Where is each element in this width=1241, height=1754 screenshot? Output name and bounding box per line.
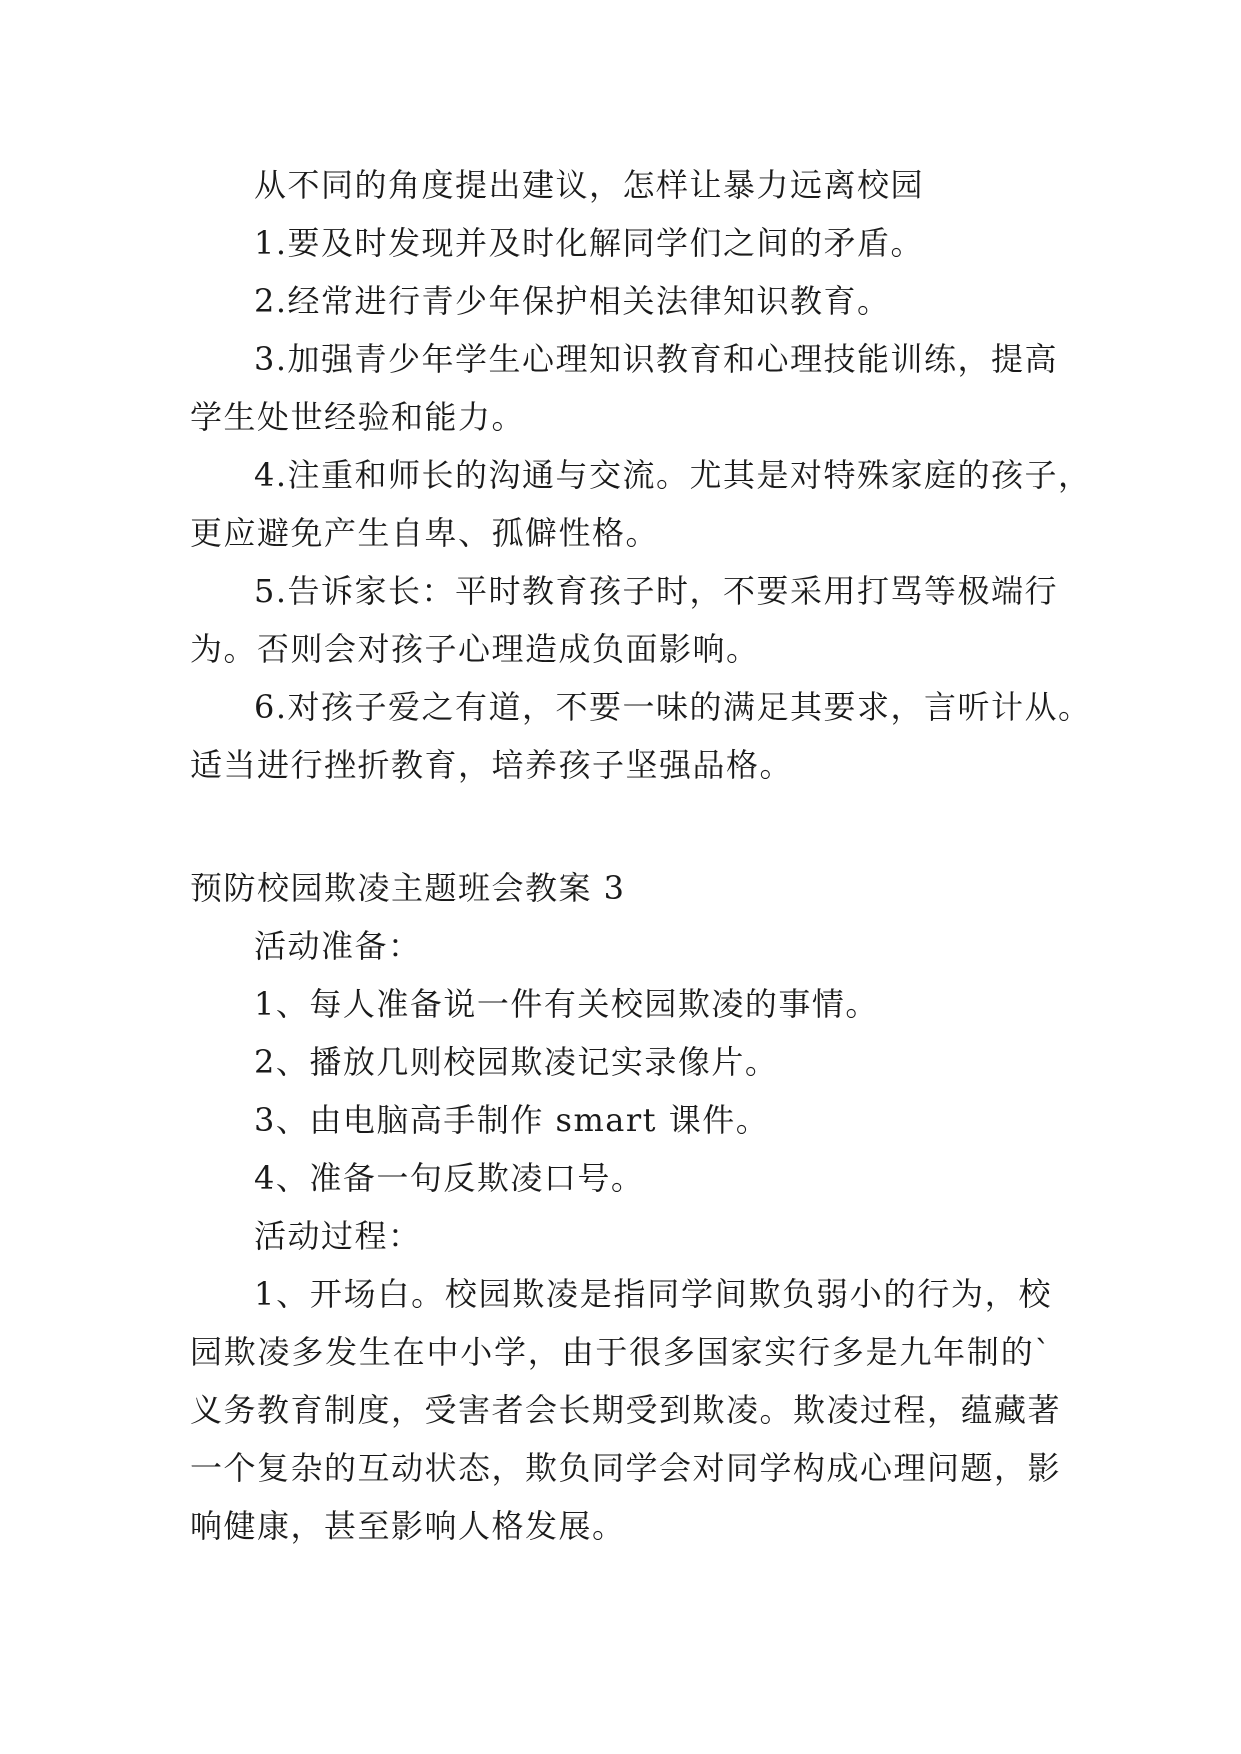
paragraph-suggestion-1 xyxy=(190,214,1052,272)
text-line: 3.加强青少年学生心理知识教育和心理技能训练，提高 xyxy=(254,340,1059,378)
paragraph-preparation-2 xyxy=(190,1033,1052,1091)
text-line: 适当进行挫折教育，培养孩子坚强品格。 xyxy=(190,746,794,784)
paragraph-suggestion-6 xyxy=(190,678,1092,794)
document-body xyxy=(190,156,1092,1555)
text-line: 一个复杂的互动状态，欺负同学会对同学构成心理问题，影 xyxy=(190,1449,1062,1487)
text-line: 1、每人准备说一件有关校园欺凌的事情。 xyxy=(254,985,879,1023)
paragraph-suggestion-4 xyxy=(190,446,1092,562)
text-line: 活动准备： xyxy=(254,927,422,965)
text-line: 6.对孩子爱之有道，不要一味的满足其要求，言听计从。 xyxy=(254,688,1092,726)
text-line: 园欺凌多发生在中小学，由于很多国家实行多是九年制的` xyxy=(190,1333,1052,1371)
paragraph-suggestion-5 xyxy=(190,562,1059,678)
text-line: 更应避免产生自卑、孤僻性格。 xyxy=(190,514,660,552)
text-line: 2、播放几则校园欺凌记实录像片。 xyxy=(254,1043,779,1081)
text-line: 活动过程： xyxy=(254,1217,422,1255)
paragraph-suggestion-2 xyxy=(190,272,1052,330)
text-line: 响健康，甚至影响人格发展。 xyxy=(190,1507,626,1545)
paragraph-suggestion-3 xyxy=(190,330,1059,446)
paragraph-process-title xyxy=(190,1207,1052,1265)
text-line: 4、准备一句反欺凌口号。 xyxy=(254,1159,645,1197)
paragraph-preparation-1 xyxy=(190,975,1052,1033)
section-spacer xyxy=(190,794,1052,859)
text-line: 从不同的角度提出建议，怎样让暴力远离校园 xyxy=(254,166,925,204)
paragraph-preparation-4 xyxy=(190,1149,1052,1207)
paragraph-preparation-title xyxy=(190,917,1052,975)
text-line: 1、开场白。校园欺凌是指同学间欺负弱小的行为，校 xyxy=(254,1275,1052,1313)
paragraph-intro xyxy=(190,156,1052,214)
text-line: 义务教育制度，受害者会长期受到欺凌。欺凌过程，蕴藏著 xyxy=(190,1391,1062,1429)
text-line: 3、由电脑高手制作 smart 课件。 xyxy=(254,1101,770,1139)
text-line: 1.要及时发现并及时化解同学们之间的矛盾。 xyxy=(254,224,925,262)
section-heading: 预防校园欺凌主题班会教案 3 xyxy=(190,869,626,907)
text-line: 学生处世经验和能力。 xyxy=(190,398,526,436)
text-line: 2.经常进行青少年保护相关法律知识教育。 xyxy=(254,282,891,320)
paragraph-preparation-3 xyxy=(190,1091,1052,1149)
text-line: 4.注重和师长的沟通与交流。尤其是对特殊家庭的孩子， xyxy=(254,456,1092,494)
paragraph-process-1 xyxy=(190,1265,1062,1555)
text-line: 为。否则会对孩子心理造成负面影响。 xyxy=(190,630,760,668)
text-line: 5.告诉家长：平时教育孩子时，不要采用打骂等极端行 xyxy=(254,572,1059,610)
